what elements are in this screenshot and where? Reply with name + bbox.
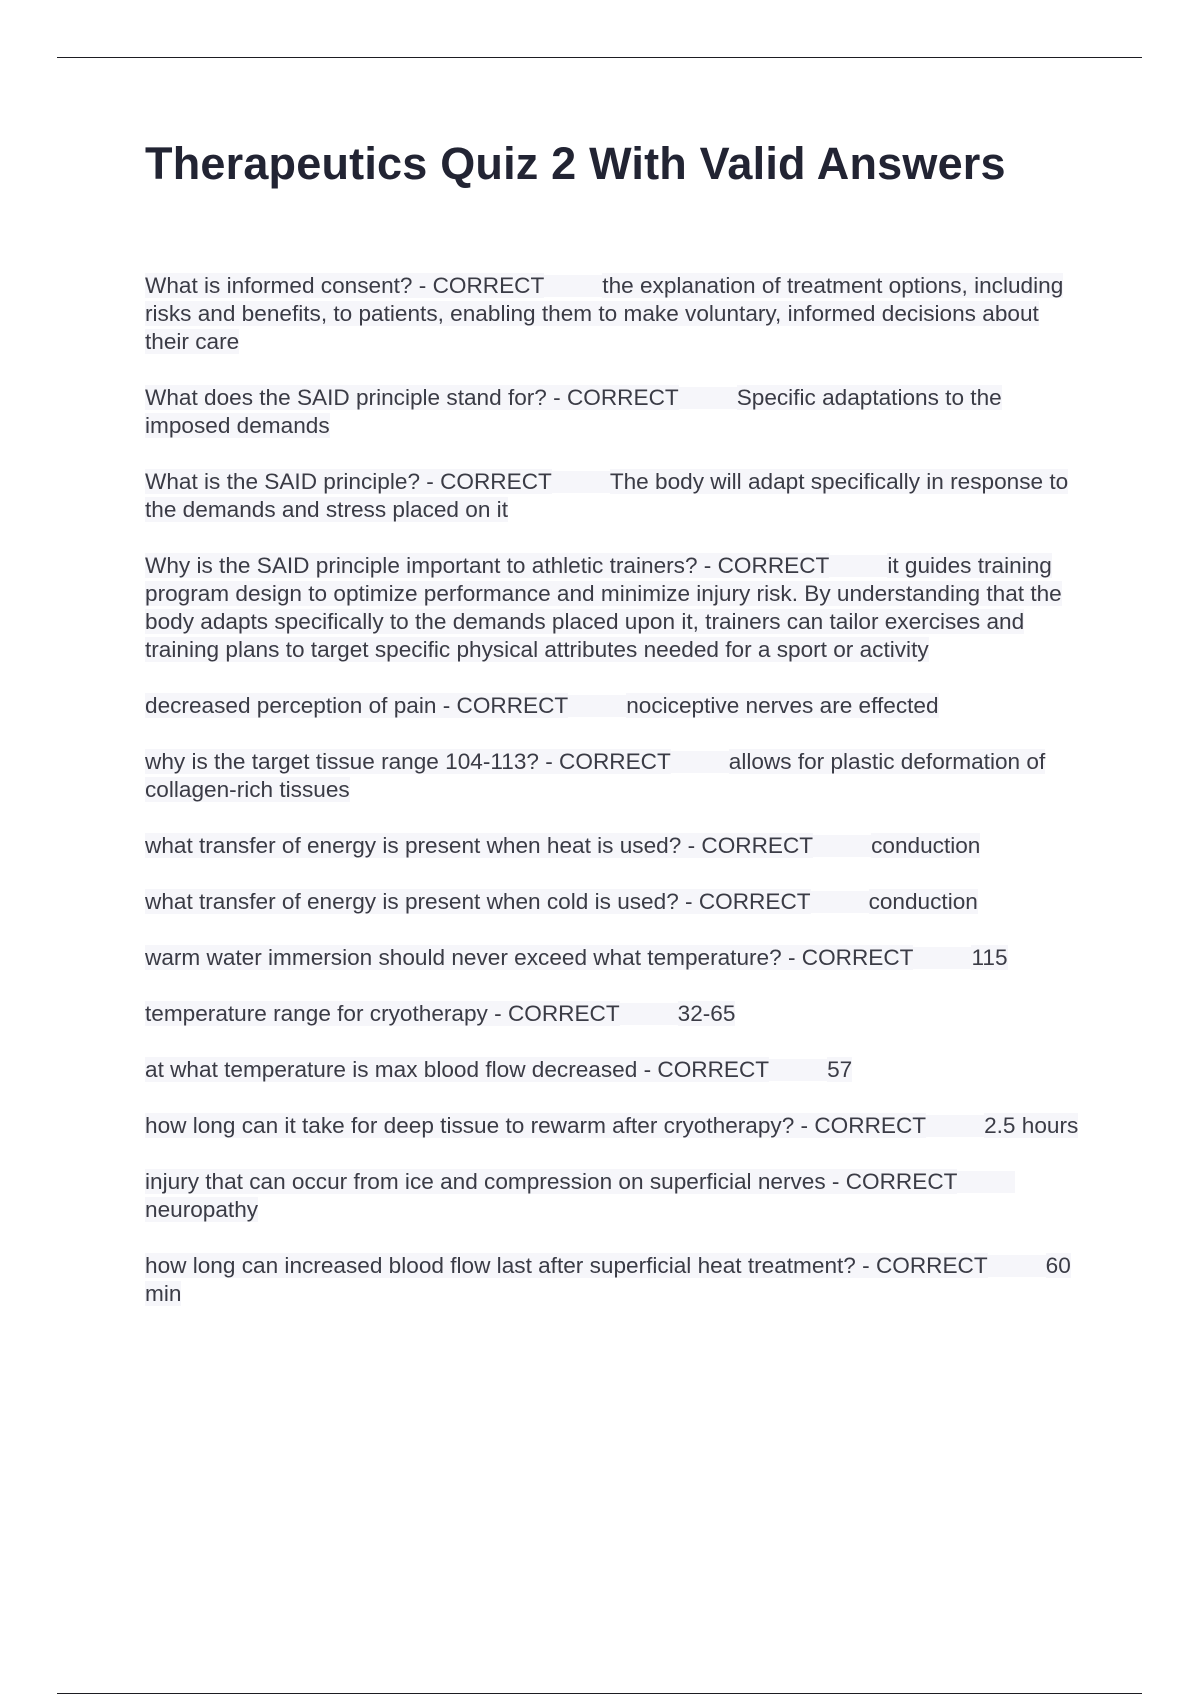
qa-item (145, 1000, 1085, 1028)
correct-marker: - CORRECT (538, 748, 671, 774)
correct-marker: - CORRECT (412, 272, 545, 298)
question: warm water immersion should never exceed what temperature? (145, 944, 782, 970)
question: how long can increased blood flow last after superficial heat treatment? (145, 1252, 856, 1278)
answer: the explanation of treatment options, including risks and benefits, to patients, enabling them to make voluntary, informed decisions about their care (145, 272, 1064, 354)
qa-item (145, 1168, 1085, 1224)
answer: neuropathy (145, 1196, 259, 1222)
qa-item (145, 272, 1085, 356)
page-title: Therapeutics Quiz 2 With Valid Answers (145, 138, 1006, 189)
correct-marker: - CORRECT (825, 1168, 958, 1194)
qa-item (145, 1112, 1085, 1140)
qa-item (145, 944, 1085, 972)
bottom-rule (57, 1693, 1142, 1694)
qa-item (145, 552, 1085, 664)
answer: allows for plastic deformation of collagen-rich tissues (145, 748, 1046, 802)
question: how long can it take for deep tissue to rewarm after cryotherapy? (145, 1112, 795, 1138)
qa-item (145, 748, 1085, 804)
correct-marker: - CORRECT (678, 888, 811, 914)
answer: conduction (868, 888, 978, 914)
qa-item (145, 1056, 1085, 1084)
correct-marker: - CORRECT (546, 384, 679, 410)
question: What does the SAID principle stand for? (145, 384, 547, 410)
qa-item (145, 888, 1085, 916)
answer: 2.5 hours (984, 1112, 1079, 1138)
qa-item (145, 1252, 1085, 1308)
question: temperature range for cryotherapy (145, 1000, 488, 1026)
correct-marker: - CORRECT (681, 832, 814, 858)
correct-marker: - CORRECT (487, 1000, 620, 1026)
question: Why is the SAID principle important to athletic trainers? (145, 552, 698, 578)
correct-marker: - CORRECT (637, 1056, 770, 1082)
answer: 60 min (145, 1252, 1071, 1306)
question: at what temperature is max blood flow decreased (145, 1056, 638, 1082)
correct-marker: - CORRECT (781, 944, 914, 970)
answer: 115 (971, 944, 1008, 970)
answer: it guides training program design to optimize performance and minimize injury risk. By understanding that the body adapts specifically to the demands placed upon it, trainers can tailor exercises and training plans to target specific physical attributes needed for a sport or activity (145, 552, 1062, 662)
answer: nociceptive nerves are effected (626, 692, 939, 718)
answer: The body will adapt specifically in response to the demands and stress placed on it (145, 468, 1069, 522)
question: injury that can occur from ice and compression on superficial nerves (145, 1168, 826, 1194)
question: why is the target tissue range 104-113? (145, 748, 539, 774)
correct-marker: - CORRECT (794, 1112, 927, 1138)
qa-item (145, 384, 1085, 440)
question: what transfer of energy is present when heat is used? (145, 832, 682, 858)
answer: conduction (871, 832, 981, 858)
question: what transfer of energy is present when cold is used? (145, 888, 679, 914)
question: What is informed consent? (145, 272, 413, 298)
document-body (145, 135, 1085, 1336)
qa-item (145, 692, 1085, 720)
correct-marker: - CORRECT (420, 468, 552, 494)
qa-item (145, 468, 1085, 524)
correct-marker: - CORRECT (697, 552, 830, 578)
qa-item (145, 832, 1085, 860)
correct-marker: - CORRECT (436, 692, 569, 718)
answer: 32-65 (677, 1000, 736, 1026)
qa-list (145, 272, 1085, 1308)
answer: Specific adaptations to the imposed demands (145, 384, 1002, 438)
question: decreased perception of pain (145, 692, 437, 718)
correct-marker: - CORRECT (855, 1252, 988, 1278)
question: What is the SAID principle? (145, 468, 421, 494)
top-rule (57, 57, 1142, 58)
answer: 57 (827, 1056, 853, 1082)
